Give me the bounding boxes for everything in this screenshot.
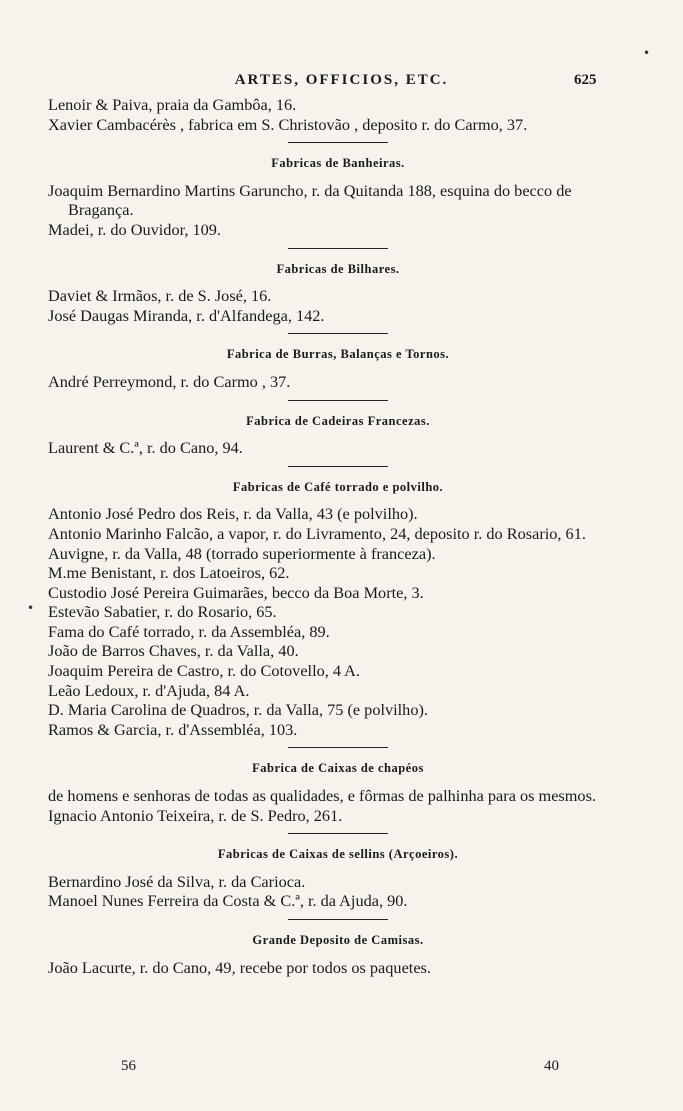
listing-entry: Madei, r. do Ouvidor, 109. — [48, 219, 221, 239]
listing-entry: Lenoir & Paiva, praia da Gambôa, 16. — [48, 95, 297, 114]
section-heading: Fabrica de Caixas de chapéos — [252, 761, 424, 776]
running-title: ARTES, OFFICIOS, ETC. — [234, 72, 449, 88]
listing-entry: de homens e senhoras de todas as qualidades, e fôrmas de palhinha para os mesmos. — [48, 786, 596, 806]
listing-entry: André Perreymond, r. do Carmo , 37. — [48, 371, 291, 391]
listing-entry: Laurent & C.ª, r. do Cano, 94. — [48, 438, 243, 458]
section-heading: Fabricas de Caixas de sellins (Arçoeiros). — [217, 847, 459, 862]
section-heading: Fabrica de Burras, Balanças e Tornos. — [226, 347, 450, 362]
page-footer — [0, 1058, 683, 1078]
section-divider — [288, 919, 388, 920]
listing-entry: Joaquim Bernardino Martins Garuncho, r. da Quitanda 188, esquina do becco de Bragança. — [48, 180, 572, 220]
listing-entry: Estevão Sabatier, r. do Rosario, 65. — [48, 602, 277, 622]
section-divider — [288, 333, 388, 334]
listing-entry: Fama do Café torrado, r. da Assembléa, 89. — [48, 621, 330, 641]
section-heading: Fabricas de Bilhares. — [276, 261, 400, 276]
listing-entry: Ignacio Antonio Teixeira, r. de S. Pedro, 261. — [48, 805, 343, 825]
listing-entry: Xavier Cambacérès , fabrica em S. Christovão , deposito r. do Carmo, 37. — [48, 114, 528, 134]
listing-entry: Leão Ledoux, r. d'Ajuda, 84 A. — [48, 680, 250, 700]
listing-entry: Bernardino José da Silva, r. da Carioca. — [48, 871, 306, 891]
listing-entry: Auvigne, r. da Valla, 48 (torrado superiormente à franceza). — [48, 543, 436, 563]
listing-entry: João Lacurte, r. do Cano, 49, recebe por todos os paquetes. — [48, 957, 431, 977]
listing-entry: Ramos & Garcia, r. d'Assembléa, 103. — [48, 719, 298, 739]
listing-entry: Manoel Nunes Ferreira da Costa & C.ª, r. da Ajuda, 90. — [48, 891, 408, 911]
margin-dot: • — [643, 46, 651, 60]
listing-entry: D. Maria Carolina de Quadros, r. da Valla, 75 (e polvilho). — [48, 700, 428, 720]
margin-dot: • — [27, 601, 35, 615]
listing-entry: Joaquim Pereira de Castro, r. do Cotovello, 4 A. — [48, 661, 361, 681]
section-divider — [288, 833, 388, 834]
listing-entry: Custodio José Pereira Guimarães, becco da Boa Morte, 3. — [48, 582, 424, 602]
section-heading: Fabricas de Banheiras. — [271, 156, 405, 171]
catchword: 40 — [544, 1058, 559, 1074]
section-heading: Fabrica de Cadeiras Francezas. — [246, 413, 430, 428]
section-divider — [288, 142, 388, 143]
section-divider — [288, 466, 388, 467]
listing-entry: Antonio José Pedro dos Reis, r. da Valla, 43 (e polvilho). — [48, 504, 418, 524]
listing-entry: João de Barros Chaves, r. da Valla, 40. — [48, 641, 299, 661]
listing-entry: M.me Benistant, r. dos Latoeiros, 62. — [48, 563, 290, 583]
section-heading: Fabricas de Café torrado e polvilho. — [232, 479, 444, 494]
section-heading: Grande Deposito de Camisas. — [252, 933, 424, 947]
section-divider — [288, 248, 388, 249]
listing-entry: Antonio Marinho Falcão, a vapor, r. do Livramento, 24, deposito r. do Rosario, 61. — [48, 523, 586, 543]
page-number: 625 — [574, 72, 597, 88]
listing-entry: José Daugas Miranda, r. d'Alfandega, 142. — [48, 305, 325, 325]
listing-entry: Daviet & Irmãos, r. de S. José, 16. — [48, 286, 272, 306]
section-divider — [288, 747, 388, 748]
page-header — [0, 72, 683, 94]
directory-listing — [48, 95, 628, 977]
signature-mark: 56 — [121, 1058, 136, 1074]
section-divider — [288, 400, 388, 401]
